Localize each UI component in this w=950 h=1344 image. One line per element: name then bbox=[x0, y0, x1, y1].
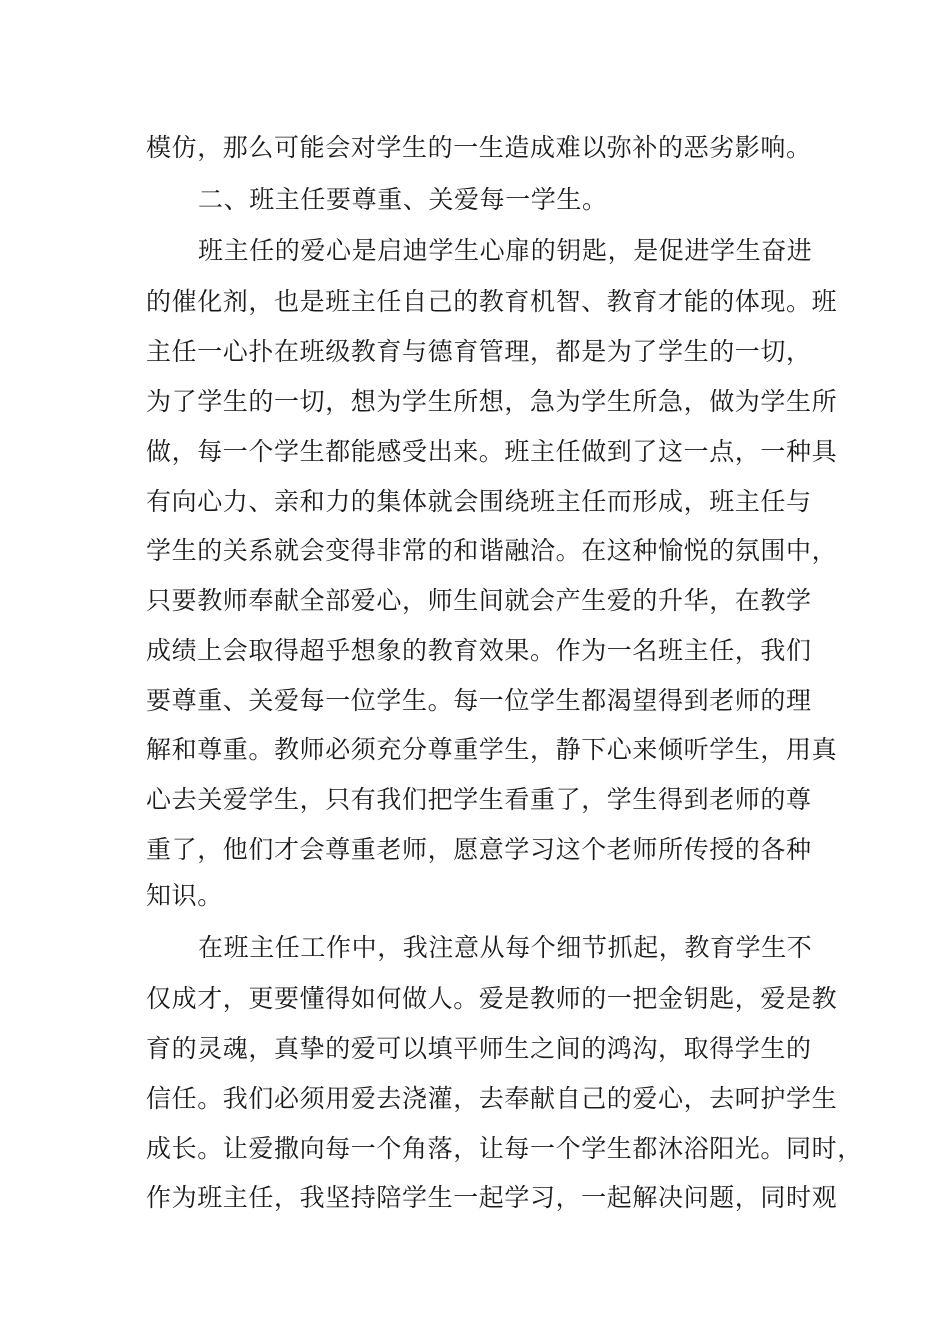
text-line: 模仿，那么可能会对学生的一生造成难以弥补的恶劣影响。 bbox=[146, 133, 812, 162]
text-line: 成绩上会取得超乎想象的教育效果。作为一名班主任，我们 bbox=[146, 636, 812, 665]
text-line: 仅成才，更要懂得如何做人。爱是教师的一把金钥匙，爱是教 bbox=[146, 984, 838, 1013]
text-line: 有向心力、亲和力的集体就会围绕班主任而形成，班主任与 bbox=[146, 487, 812, 516]
section-heading: 二、班主任要尊重、关爱每一学生。 bbox=[198, 185, 608, 214]
text-line: 班主任的爱心是启迪学生心扉的钥匙，是促进学生奋进 bbox=[198, 236, 813, 265]
text-line: 在班主任工作中，我注意从每个细节抓起，教育学生不 bbox=[198, 933, 813, 962]
text-line: 作为班主任，我坚持陪学生一起学习，一起解决问题，同时观 bbox=[146, 1183, 838, 1212]
text-line: 心去关爱学生，只有我们把学生看重了，学生得到老师的尊 bbox=[146, 785, 812, 814]
text-line: 知识。 bbox=[146, 881, 223, 910]
text-line: 做，每一个学生都能感受出来。班主任做到了这一点，一种具 bbox=[146, 437, 838, 466]
text-line: 要尊重、关爱每一位学生。每一位学生都渴望得到老师的理 bbox=[146, 686, 812, 715]
text-line: 成长。让爱撒向每一个角落，让每一个学生都沐浴阳光。同时， bbox=[146, 1134, 863, 1163]
text-line: 信任。我们必须用爱去浇灌，去奉献自己的爱心，去呵护学生 bbox=[146, 1084, 838, 1113]
text-line: 主任一心扑在班级教育与德育管理，都是为了学生的一切， bbox=[146, 337, 812, 366]
text-line: 重了，他们才会尊重老师，愿意学习这个老师所传授的各种 bbox=[146, 835, 812, 864]
text-line: 育的灵魂，真挚的爱可以填平师生之间的鸿沟，取得学生的 bbox=[146, 1034, 812, 1063]
text-line: 为了学生的一切，想为学生所想，急为学生所急，做为学生所 bbox=[146, 387, 838, 416]
text-line: 学生的关系就会变得非常的和谐融洽。在这种愉悦的氛围中， bbox=[146, 536, 838, 565]
text-line: 解和尊重。教师必须充分尊重学生，静下心来倾听学生，用真 bbox=[146, 735, 838, 764]
text-line: 的催化剂，也是班主任自己的教育机智、教育才能的体现。班 bbox=[146, 287, 838, 316]
text-line: 只要教师奉献全部爱心，师生间就会产生爱的升华，在教学 bbox=[146, 586, 812, 615]
